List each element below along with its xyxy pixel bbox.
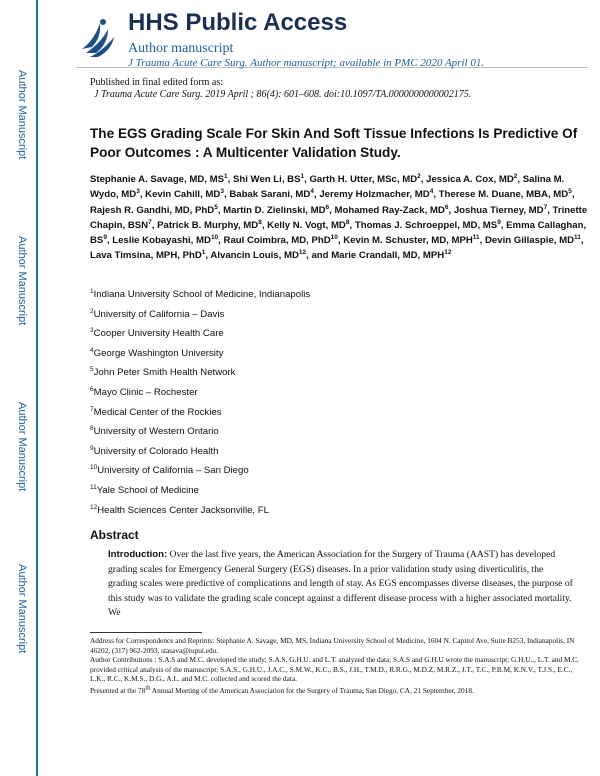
affiliation-number: 10 xyxy=(90,464,98,472)
hhs-eagle-logo-icon xyxy=(76,13,118,59)
author-name: Devin Gillaspie, MD xyxy=(485,235,575,247)
sidebar-label: Author Manuscript xyxy=(16,564,28,654)
affiliation-item xyxy=(90,505,570,525)
author-affiliation-marker: 7 xyxy=(543,203,548,211)
author-name: Raul Coimbra, MD, PhD xyxy=(223,235,331,247)
footnote-presented: Presented at the 78th Annual Meeting of the American Association for the Surgery of Trauma, San Diego, CA, 21 September, 2018. xyxy=(90,684,474,695)
abstract-heading: Abstract xyxy=(90,528,139,542)
author-name: Mohamed Ray-Zack, MD xyxy=(334,204,445,216)
citation: J Trauma Acute Care Surg. 2019 April ; 86(4): 601–608. doi:10.1097/TA.0000000000002175. xyxy=(94,89,472,100)
author-affiliation-marker: 3 xyxy=(136,188,140,196)
affiliation-text: John Peter Smith Health Network xyxy=(93,367,236,379)
author-affiliation-marker: 11 xyxy=(472,234,480,241)
author-manuscript-label: Author manuscript xyxy=(128,41,234,56)
author-affiliation-marker: 6 xyxy=(325,203,330,211)
author-name: Stephanie A. Savage, MD, MS xyxy=(90,174,224,185)
affiliation-number: 8 xyxy=(90,424,94,432)
author-affiliation-marker: 12 xyxy=(298,249,307,257)
left-margin-sidebar xyxy=(0,0,40,776)
affiliation-text: Health Sciences Center Jacksonville, FL xyxy=(97,504,269,516)
author-name: Kevin M. Schuster, MD, MPH xyxy=(343,235,473,247)
author-affiliation-marker: 12 xyxy=(444,249,452,257)
author-affiliation-marker: 2 xyxy=(513,172,518,180)
affiliation-item xyxy=(90,309,570,329)
author-name: Shi Wen Li, BS xyxy=(232,174,301,185)
author-name: Leslie Kobayashi, MD xyxy=(112,235,211,247)
author-affiliation-marker: 1 xyxy=(224,172,228,180)
author-name: Therese M. Duane, MBA, MD xyxy=(438,189,569,201)
abstract-paragraph xyxy=(108,548,574,621)
affiliation-number: 12 xyxy=(90,503,98,511)
footnotes xyxy=(90,636,584,696)
author-name: Alvancin Louis, MD xyxy=(210,250,299,262)
affiliation-text: Yale School of Medicine xyxy=(96,484,199,496)
affiliation-number: 4 xyxy=(90,346,94,354)
author-affiliation-marker: 7 xyxy=(148,218,152,226)
footnote-correspondence: Address for Correspondence and Reprints: Stephanie A. Savage, MD, MS, Indiana University School of Medicine, 1604 N. Capitol Ave, Suite B253, Indianapolis, IN 46202, (317) 962-2093, stasava@iupui.edu. xyxy=(90,636,575,655)
affiliation-text: George Washington University xyxy=(93,347,224,359)
author-affiliation-marker: 6 xyxy=(444,203,449,211)
author-name: Marie Crandall, MD, MPH xyxy=(331,250,445,262)
author-affiliation-marker: 1 xyxy=(201,249,206,257)
author-affiliation-marker: 9 xyxy=(497,218,501,226)
affiliation-list xyxy=(90,289,570,524)
author-affiliation-marker: 2 xyxy=(417,172,421,180)
affiliation-number: 6 xyxy=(90,385,94,393)
author-affiliation-marker: 8 xyxy=(345,218,350,226)
affiliation-item xyxy=(90,387,570,407)
affiliation-item xyxy=(90,485,570,505)
author-affiliation-marker: 4 xyxy=(310,188,314,196)
sidebar-rule xyxy=(36,0,38,776)
affiliation-item xyxy=(90,328,570,348)
affiliation-item xyxy=(90,426,570,446)
affiliation-text: Mayo Clinic – Rochester xyxy=(93,386,198,398)
author-name: Salina M. Wydo, MD xyxy=(90,174,565,201)
hhs-header xyxy=(76,11,588,68)
affiliation-number: 9 xyxy=(90,444,94,452)
author-affiliation-marker: 1 xyxy=(300,172,305,180)
author-name: Garth H. Utter, MSc, MD xyxy=(309,174,418,185)
published-label: Published in final edited form as: xyxy=(90,77,224,88)
hhs-title: HHS Public Access xyxy=(128,9,348,36)
affiliation-text: University of California – Davis xyxy=(93,308,225,320)
affiliation-text: University of Western Ontario xyxy=(93,426,219,438)
author-name: Lava Timsina, MPH, PhD xyxy=(90,250,202,262)
author-name: Joshua Tierney, MD xyxy=(453,204,544,216)
author-affiliation-marker: 4 xyxy=(429,188,434,196)
affiliation-number: 5 xyxy=(90,366,94,374)
author-name: Jeremy Holzmacher, MD xyxy=(319,189,430,201)
journal-availability: J Trauma Acute Care Surg. Author manuscript; available in PMC 2020 April 01. xyxy=(128,57,485,69)
affiliation-number: 1 xyxy=(90,287,94,295)
affiliation-item xyxy=(90,446,570,466)
affiliation-text: Cooper University Health Care xyxy=(93,328,224,340)
author-name: Babak Sarani, MD xyxy=(229,189,311,201)
author-name: Rajesh R. Gandhi, MD, PhD xyxy=(90,204,215,216)
abstract-body: Over the last five years, the American Association for the Surgery of Trauma (AAST) has developed grading scales for Emergency General Surgery (EGS) diseases. In a prior validation study using diverticulitis, the grading scales were predictive of complications and length of stay. As EGS encompasses diverse diseases, the purpose of this study was to validate the grading scale concept against a different disease process with a higher associated mortality. We xyxy=(108,549,573,619)
author-affiliation-marker: 11 xyxy=(574,234,581,241)
affiliation-text: University of Colorado Health xyxy=(93,445,219,457)
author-name: Patrick B. Murphy, MD xyxy=(157,219,259,231)
affiliation-item xyxy=(90,348,570,368)
author-affiliation-marker: 3 xyxy=(220,188,224,196)
sidebar-label: Author Manuscript xyxy=(16,236,28,326)
affiliation-number: 11 xyxy=(90,483,97,491)
article-title: The EGS Grading Scale For Skin And Soft Tissue Infections Is Predictive Of Poor Outcomes : A Multicenter Validation Study. xyxy=(90,126,578,160)
author-affiliation-marker: 10 xyxy=(330,234,338,241)
affiliation-text: Medical Center of the Rockies xyxy=(93,406,222,418)
affiliation-text: University of California – San Diego xyxy=(97,465,249,477)
footnote-contributions: Author Contributions : S.A.S and M.C. developed the study; S.A.S, G.H.U. and L.T. analyzed the data; S.A.S and G.H.U wrote the manuscript; G.H.U.., L.T. and M.C. provided critical analysis of the manuscript; S.A.S., G.H.U., J.A.C., S.M.W., K.C., B.S., J.H., T.M.D., R.R.G., M.D.Z, M.R.Z., J.T., T.C., P.B.M, K.N.V., T.J.S., E.C., L.K., R.C., K.M.S., D.G., A.L. and M.C. collected and scored the data. xyxy=(90,655,579,684)
author-name: Emma Callaghan, BS xyxy=(90,219,587,247)
sidebar-label: Author Manuscript xyxy=(16,402,28,492)
affiliation-text: Indiana University School of Medicine, Indianapolis xyxy=(93,289,311,300)
author-affiliation-marker: 5 xyxy=(214,203,218,211)
author-affiliation-marker: 8 xyxy=(258,218,262,226)
affiliation-number: 7 xyxy=(90,405,94,413)
affiliation-item xyxy=(90,407,570,427)
footnote-divider xyxy=(90,632,202,633)
author-affiliation-marker: 9 xyxy=(103,234,107,241)
affiliation-item xyxy=(90,289,570,309)
affiliation-number: 2 xyxy=(90,307,94,315)
sidebar-label: Author Manuscript xyxy=(16,70,28,160)
affiliation-number: 3 xyxy=(90,327,94,334)
author-list: Stephanie A. Savage, MD, $MS^1$, Shi Wen Li, $BS^1$, Garth H. Utter, MSc, $MD^2$, Jessica A. Cox, $MD^2$, Salina M. Wydo, $MD^3$, Kevin Cahill, $MD^3$, Babak Sarani, $MD^4$, Jeremy Holzmacher, $MD^4$, Therese M. Duane, MBA, $MD^5$, Rajesh R. Gandhi, MD, PhD$^5$, Martin D. Zielinski, $MD^6$, Mohamed Ray-Zack, $MD^6$, Joshua Tierney, $MD^7$, Trinette Chapin, BSN$^7$, Patrick B. Murphy, $MD^8$, Kelly N. Vogt, $MD^8$, Thomas J. Schroeppel, MD, $MS^9$, Emma Callaghan, $BS^9$, Leslie Kobayashi, MD$^{10}$, Raul Coimbra, MD, PhD$^{10}$, Kevin M. Schuster, MD, MPH$^{11}$, Devin Gillaspie, MD$^{11}$, Lava Timsina, MPH, PhD$^1$, Alvancin Louis, MD$^{12}$, and Marie Crandall, MD, MPH$^{12}$ xyxy=(90,172,588,262)
affiliation-item xyxy=(90,465,570,485)
author-name: Trinette Chapin, BSN xyxy=(90,204,588,231)
author-name: Kelly N. Vogt, MD xyxy=(267,219,346,231)
author-name: Thomas J. Schroeppel, MD, MS xyxy=(354,219,498,231)
author-name: Kevin Cahill, MD xyxy=(145,189,221,201)
abstract-lead: Introduction: xyxy=(108,549,168,560)
author-affiliation-marker: 5 xyxy=(568,188,572,196)
author-name: Martin D. Zielinski, MD xyxy=(223,204,326,216)
author-affiliation-marker: 10 xyxy=(210,234,219,241)
author-name: Jessica A. Cox, MD xyxy=(426,174,514,185)
affiliation-item xyxy=(90,367,570,387)
